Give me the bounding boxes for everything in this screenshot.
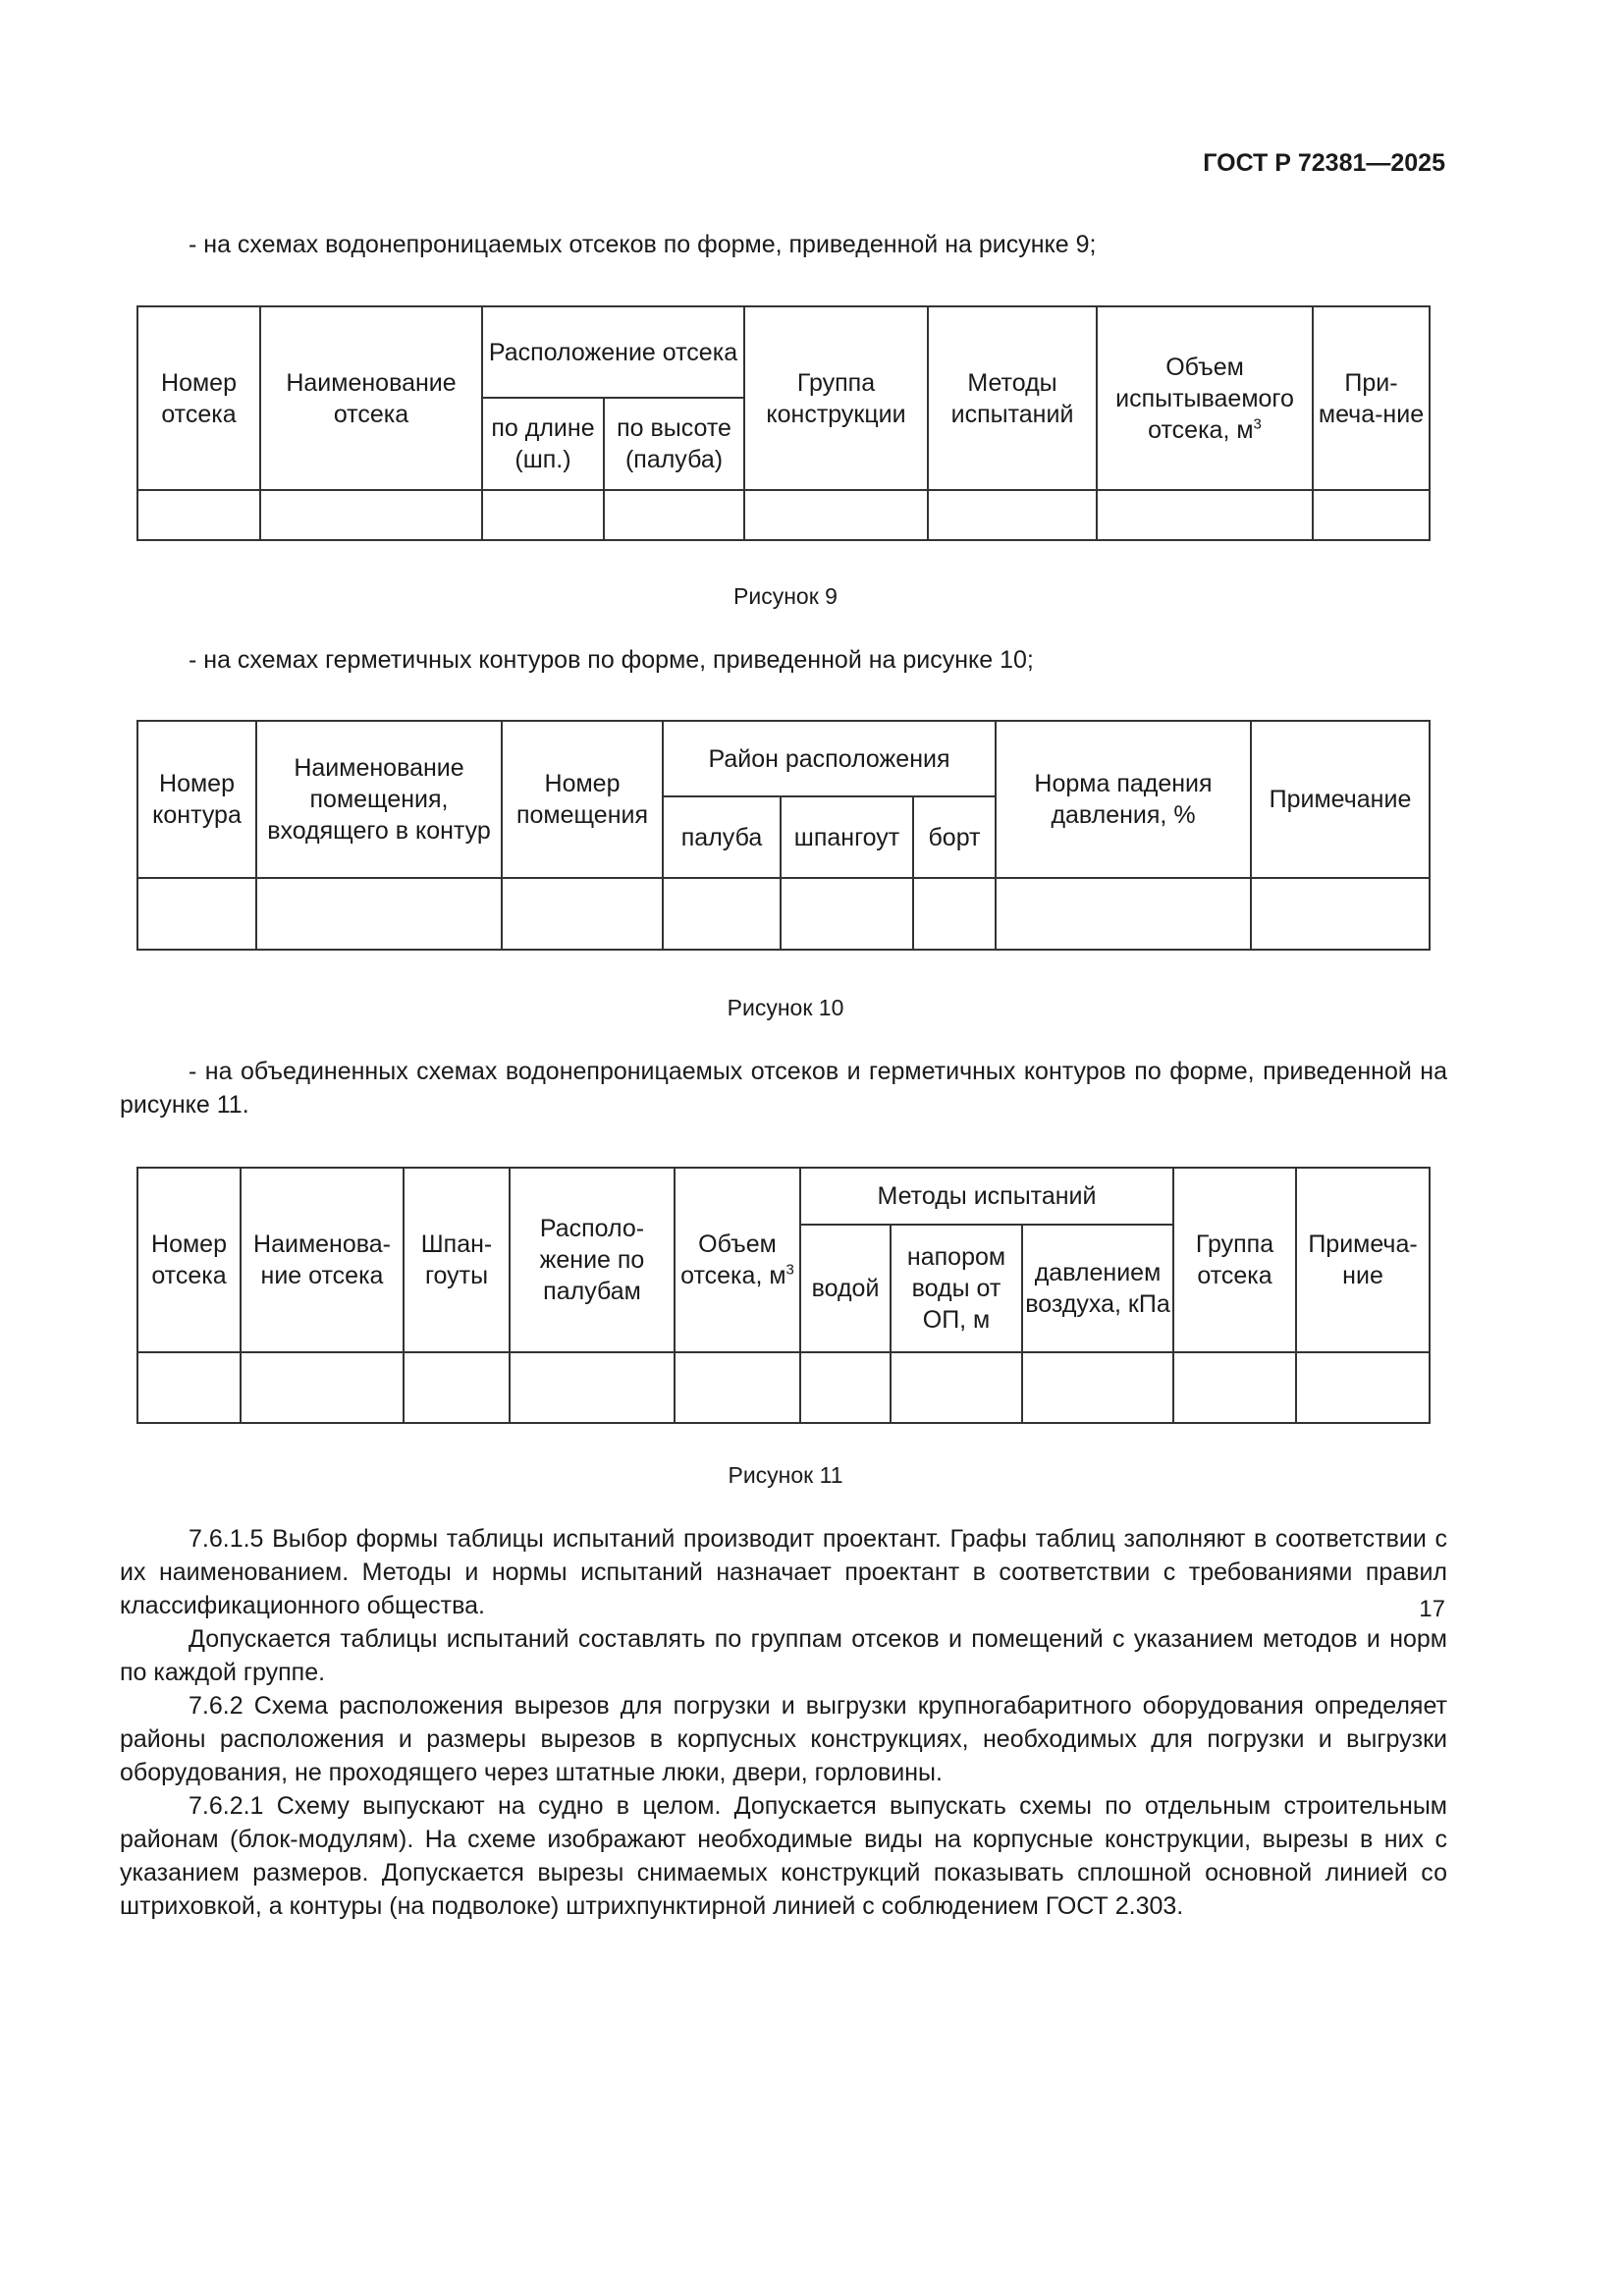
col-header: Номер контура (137, 721, 256, 878)
empty-cell (510, 1352, 675, 1423)
figure-caption: Рисунок 9 (733, 583, 838, 609)
document-header: ГОСТ Р 72381—2025 (1203, 149, 1445, 177)
empty-cell (482, 490, 604, 540)
empty-cell (1313, 490, 1430, 540)
empty-cell (1173, 1352, 1296, 1423)
col-header: Норма падения давления, % (996, 721, 1251, 878)
empty-cell (800, 1352, 891, 1423)
sub-header: палуба (663, 796, 781, 878)
superscript: 3 (785, 1261, 794, 1279)
col-header: Расположение отсека (482, 306, 744, 398)
sub-header: по высоте (палуба) (604, 398, 744, 490)
intro-figure-11 (120, 1055, 1447, 1121)
col-header: Методы испытаний (928, 306, 1097, 490)
paragraph: Допускается таблицы испытаний составлять по группам отсеков и помещений с указанием методов и норм по каждой группе. (120, 1625, 1447, 1686)
empty-cell (913, 878, 996, 950)
sub-header: борт (913, 796, 996, 878)
col-header (675, 1168, 800, 1352)
empty-cell (663, 878, 781, 950)
empty-cell (744, 490, 928, 540)
col-header: Группа отсека (1173, 1168, 1296, 1352)
empty-cell (781, 878, 913, 950)
empty-cell (241, 1352, 404, 1423)
col-header: Наименование помещения, входящего в контур (256, 721, 502, 878)
page-number: 17 (1419, 1596, 1445, 1622)
figure-caption: Рисунок 10 (727, 995, 844, 1020)
col-header: При-меча-ние (1313, 306, 1430, 490)
figure-11-table (136, 1167, 1431, 1424)
figure-9-table (136, 305, 1431, 541)
empty-cell (502, 878, 663, 950)
empty-cell (675, 1352, 800, 1423)
paragraph: 7.6.2.1 Схему выпускают на судно в целом. Допускается выпускать схемы по отдельным строительным районам (блок-модулям). На схеме изображают необходимые виды на корпусные конструкции, вырезы в них с указанием размеров. Допускается вырезы снимаемых конструкций показывать сплошной основной линией со штриховкой, а контуры (на подволоке) штрихпунктирной линией с соблюдением ГОСТ 2.303. (120, 1792, 1447, 1920)
empty-cell (137, 1352, 241, 1423)
body-text (120, 1522, 1447, 1923)
figure-10-table (136, 720, 1431, 951)
figure-caption: Рисунок 11 (728, 1462, 843, 1488)
empty-cell (137, 490, 260, 540)
col-header: Номер отсека (137, 306, 260, 490)
sub-header: шпангоут (781, 796, 913, 878)
empty-cell (256, 878, 502, 950)
empty-cell (1251, 878, 1430, 950)
intro-figure-9 (120, 228, 1447, 261)
sub-header: давлением воздуха, кПа (1022, 1225, 1173, 1352)
superscript: 3 (1253, 415, 1262, 433)
col-header (1097, 306, 1313, 490)
intro-text: - на объединенных схемах водонепроницаемых отсеков и герметичных контуров по форме, приведенной на рисунке 11. (120, 1058, 1447, 1119)
col-header: Наименование отсека (260, 306, 482, 490)
col-header: Наименова-ние отсека (241, 1168, 404, 1352)
intro-text: - на схемах водонепроницаемых отсеков по форме, приведенной на рисунке 9; (189, 231, 1097, 258)
col-header: Примеча-ние (1296, 1168, 1430, 1352)
col-header-text: Объем испытываемого отсека, м (1115, 353, 1294, 444)
empty-row (137, 878, 1430, 950)
col-header: Номер помещения (502, 721, 663, 878)
sub-header: по длине (шп.) (482, 398, 604, 490)
sub-header: напором воды от ОП, м (891, 1225, 1022, 1352)
col-header: Район расположения (663, 721, 996, 796)
empty-cell (996, 878, 1251, 950)
col-header-text: Объем отсека, м (680, 1230, 786, 1289)
empty-cell (928, 490, 1097, 540)
paragraph: 7.6.1.5 Выбор формы таблицы испытаний производит проектант. Графы таблиц заполняют в соответствии с их наименованием. Методы и нормы испытаний назначает проектант в соответствии с требованиями правил классификационного общества. (120, 1525, 1447, 1619)
col-header: Располо-жение по палубам (510, 1168, 675, 1352)
empty-cell (137, 878, 256, 950)
empty-row (137, 1352, 1430, 1423)
col-header: Методы испытаний (800, 1168, 1173, 1225)
empty-row (137, 490, 1430, 540)
col-header: Группа конструкции (744, 306, 928, 490)
col-header: Примечание (1251, 721, 1430, 878)
empty-cell (260, 490, 482, 540)
empty-cell (404, 1352, 510, 1423)
paragraph: 7.6.2 Схема расположения вырезов для погрузки и выгрузки крупногабаритного оборудования определяет районы расположения и размеры вырезов в корпусных конструкциях, необходимых для погрузки и выгрузки оборудования, не проходящего через штатные люки, двери, горловины. (120, 1692, 1447, 1786)
empty-cell (1296, 1352, 1430, 1423)
intro-text: - на схемах герметичных контуров по форме, приведенной на рисунке 10; (189, 646, 1034, 674)
sub-header: водой (800, 1225, 891, 1352)
empty-cell (891, 1352, 1022, 1423)
empty-cell (1022, 1352, 1173, 1423)
col-header: Шпан-гоуты (404, 1168, 510, 1352)
empty-cell (604, 490, 744, 540)
intro-figure-10 (120, 643, 1447, 677)
col-header: Номер отсека (137, 1168, 241, 1352)
empty-cell (1097, 490, 1313, 540)
